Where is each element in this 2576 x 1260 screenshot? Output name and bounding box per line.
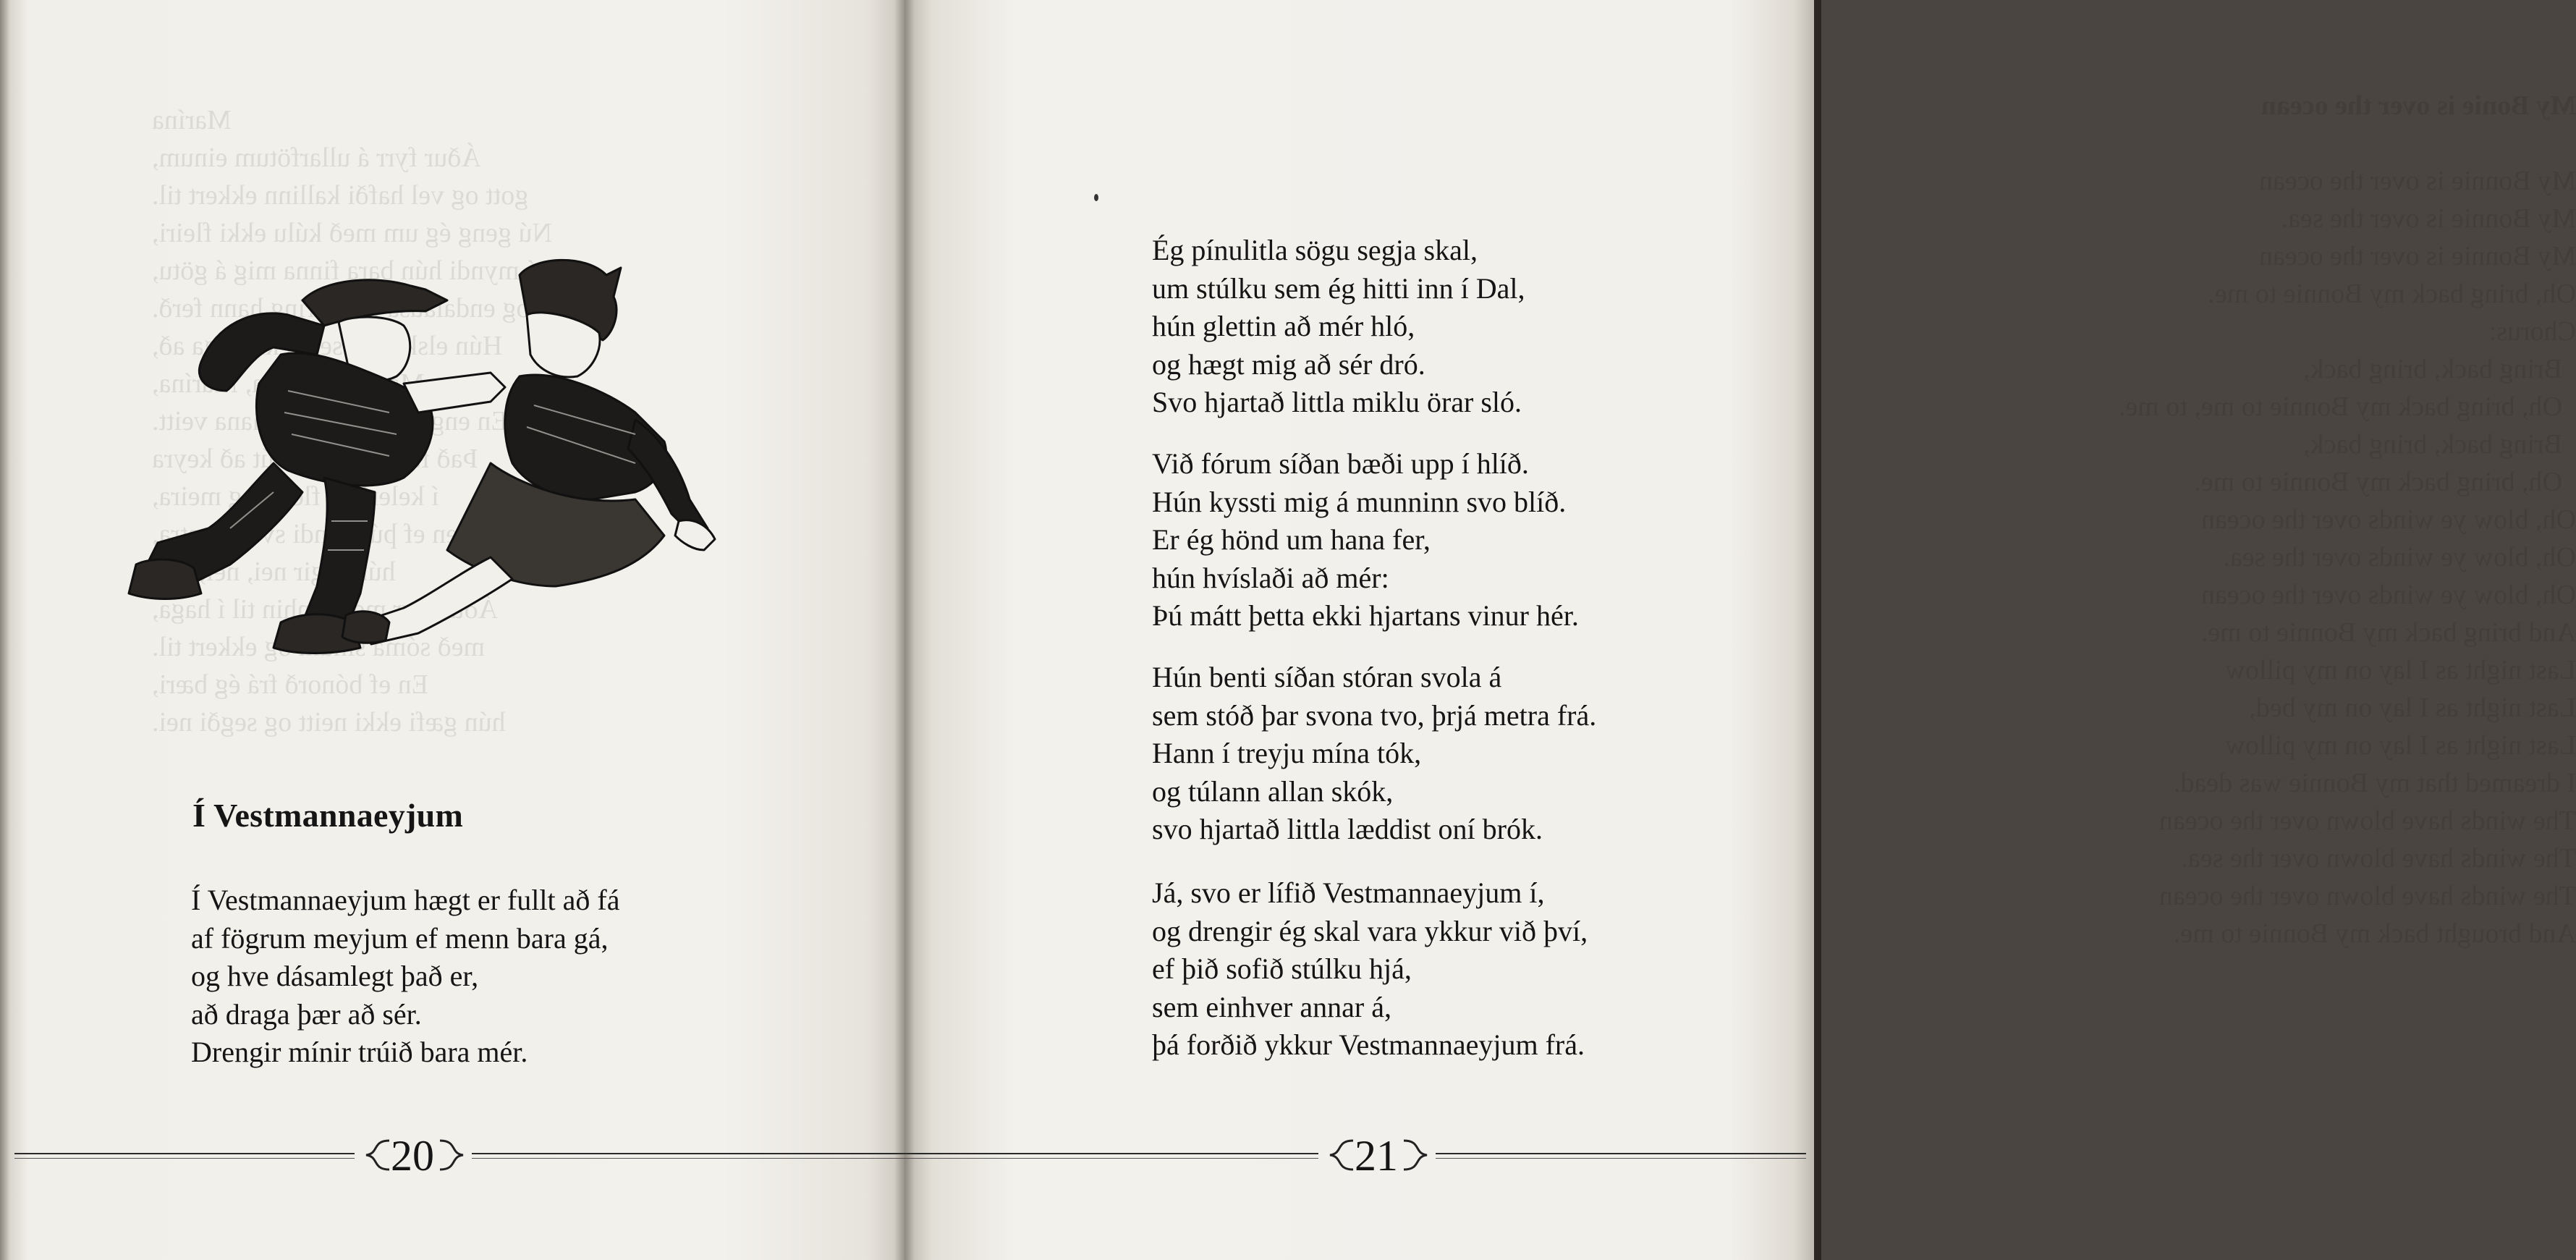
folio-rule-left bbox=[14, 1153, 355, 1154]
swash-ornament-icon bbox=[357, 1133, 391, 1177]
show-through-text-left: Marína Áður fyrr á ullarfötum einum, gott og vel hafði kallinn ekkert til. Nú geng ég um með kúlu ekki fleiri, þá myndi hún bara finna mig á götu, og endalausa hring hann ferð. Hún elskar þá sem ekki eiga að, Marína, En hana veitt. Það út að keyra í kelerí meira, en ef þú myndi svo á metra, hún segir nei, nei, nei. Áður með lónhin til í haga, með sóma ekkert til. En ef bónorð frá ég bæri, hún gæfi ekki neitt og segði nei. bbox=[152, 105, 552, 737]
dancing-couple-illustration bbox=[85, 246, 758, 666]
page-edge-shadow bbox=[1814, 0, 1821, 1260]
swash-ornament-icon bbox=[1321, 1133, 1355, 1177]
verse-line: af fögrum meyjum ef menn bara gá, bbox=[191, 921, 609, 955]
verse-line: hún hvíslaði að mér: bbox=[1152, 561, 1389, 594]
folio-rule-left bbox=[904, 1153, 1318, 1154]
verse-1 bbox=[1152, 232, 1525, 422]
swash-ornament-icon bbox=[1402, 1133, 1436, 1177]
song-title: Í Vestmannaeyjum bbox=[192, 797, 464, 834]
verse-line: svo hjartað littla læddist oní brók. bbox=[1152, 813, 1543, 845]
verse-line: Hann í treyju mína tók, bbox=[1152, 737, 1422, 769]
folio-right bbox=[904, 1129, 1821, 1187]
verse-line: Þú mátt þetta ekki hjartans vinur hér. bbox=[1152, 599, 1579, 632]
verse-line: Svo hjartað littla miklu örar sló. bbox=[1152, 386, 1522, 418]
verse-line: Er ég hönd um hana fer, bbox=[1152, 523, 1431, 556]
verse-line: og drengir ég skal vara ykkur við því, bbox=[1152, 914, 1588, 947]
verse-line: Hún kyssti mig á munninn svo blíð. bbox=[1152, 485, 1567, 518]
verse-line: Hún benti síðan stóran svola á bbox=[1152, 661, 1502, 693]
right-page bbox=[904, 0, 2576, 1260]
verse-line: Já, svo er lífið Vestmannaeyjum í, bbox=[1152, 876, 1545, 909]
verse-line: hún glettin að mér hló, bbox=[1152, 310, 1415, 342]
verse-line: sem einhver annar á, bbox=[1152, 990, 1391, 1023]
verse-left bbox=[191, 881, 619, 1072]
folio-left bbox=[0, 1129, 904, 1187]
folio-rule-right bbox=[472, 1153, 904, 1154]
folio-rule-right-thin bbox=[472, 1158, 904, 1159]
verse-line: og hve dásamlegt það er, bbox=[191, 960, 479, 992]
book-gutter bbox=[894, 0, 915, 1260]
verse-4 bbox=[1152, 874, 1588, 1065]
verse-line: sem stóð þar svona tvo, þrjá metra frá. bbox=[1152, 698, 1597, 732]
folio-rule-left-thin bbox=[904, 1158, 1318, 1159]
show-through-text-right: My Bonie is over the ocean My Bonnie is over the ocean My Bonnie is over the sea. My Bonnie is over the ocean Oh, bring back my Bonnie to me. Chorus: Bring back, bring back, Oh, bring back my Bonnie to me, to me. Bring back, bring back, Oh, bring back my Bonnie to me. Oh, blow ye winds over the ocean Oh, blow ye winds over the sea. Oh, blow ye winds over the ocean And bring back my Bonnie to me. Last night as I lay on my pillow Last night as I lay on my bed, Last night as I lay on my pillow I dreamed that my Bonnie was dead. The winds have blown over the ocean The winds have blown over the sea. The winds have blown over the ocean And brought back my Bonnie to me. bbox=[2118, 90, 2576, 949]
verse-line: að draga þær að sér. bbox=[191, 997, 422, 1031]
folio-rule-right bbox=[1436, 1153, 1806, 1154]
page-number: 20 bbox=[391, 1132, 434, 1180]
verse-line: og hægt mig að sér dró. bbox=[1152, 347, 1425, 381]
verse-2 bbox=[1152, 445, 1579, 635]
verse-3 bbox=[1152, 659, 1596, 849]
verse-line: og túlann allan skók, bbox=[1152, 774, 1394, 808]
verse-line: um stúlku sem ég hitti inn í Dal, bbox=[1152, 271, 1525, 305]
verse-line: Í Vestmannaeyjum hægt er fullt að fá bbox=[191, 884, 620, 916]
verse-line: ef þið sofið stúlku hjá, bbox=[1152, 952, 1412, 985]
swash-ornament-icon bbox=[438, 1133, 472, 1177]
verse-line: Drengir mínir trúið bara mér. bbox=[191, 1036, 528, 1068]
verse-line: Við fórum síðan bæði upp í hlíð. bbox=[1152, 447, 1529, 480]
ink-speck bbox=[1094, 194, 1098, 201]
verse-line: þá forðið ykkur Vestmannaeyjum frá. bbox=[1152, 1028, 1585, 1061]
page-number: 21 bbox=[1355, 1132, 1398, 1180]
left-page bbox=[0, 0, 904, 1260]
folio-rule-left-thin bbox=[14, 1158, 355, 1159]
folio-rule-right-thin bbox=[1436, 1158, 1806, 1159]
verse-line: Ég pínulitla sögu segja skal, bbox=[1152, 234, 1478, 266]
